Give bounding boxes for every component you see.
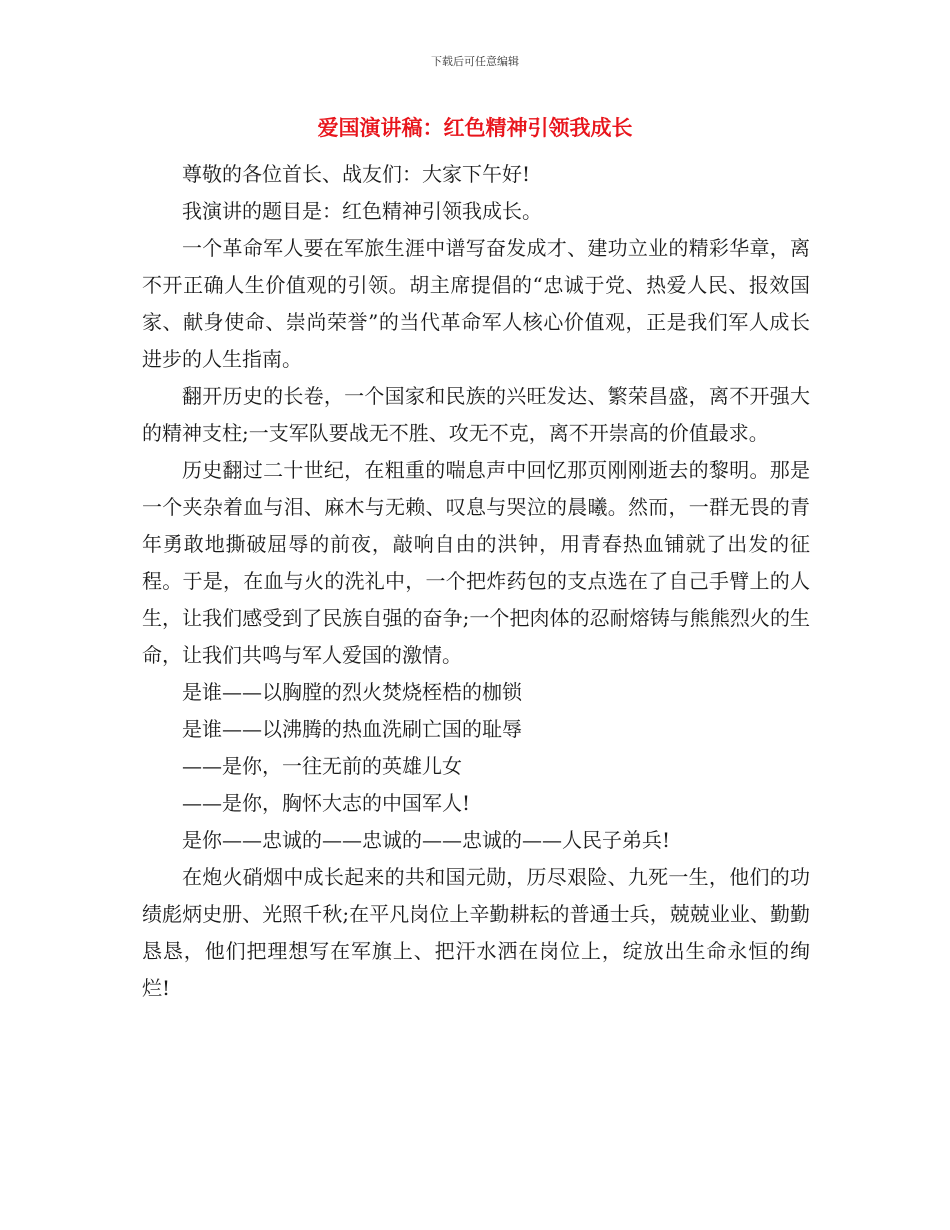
page-header-note: 下载后可任意编辑: [431, 55, 519, 68]
verse-line-2: 是谁——以沸腾的热血洗刷亡国的耻辱: [182, 717, 522, 741]
paragraph-heroes: 在炮火硝烟中成长起来的共和国元勋，历尽艰险、九死一生，他们的功绩彪炳史册、光照千秋;在平凡岗位上辛勤耕耘的普通士兵，兢兢业业、勤勤恳恳，他们把理想写在军旗上、把汗水洒在岗位上，绽放出生命永恒的绚烂!: [142, 865, 810, 1000]
verse-line-5: 是你——忠诚的——忠诚的——忠诚的——人民子弟兵!: [182, 828, 671, 852]
verse-line-1: 是谁——以胸膛的烈火焚烧桎梏的枷锁: [182, 680, 522, 704]
paragraph-values: 一个革命军人要在军旅生涯中谱写奋发成才、建功立业的精彩华章，离不开正确人生价值观的引领。胡主席提倡的“忠诚于党、热爱人民、报效国家、献身使命、崇尚荣誉”的当代革命军人核心价值观，正是我们军人成长进步的人生指南。: [142, 236, 810, 371]
paragraph-twentieth-century: 历史翻过二十世纪，在粗重的喘息声中回忆那页刚刚逝去的黎明。那是一个夹杂着血与泪、麻木与无赖、叹息与哭泣的晨曦。然而，一群无畏的青年勇敢地撕破屈辱的前夜，敲响自由的洪钟，用青春热血铺就了出发的征程。于是，在血与火的洗礼中，一个把炸药包的支点选在了自己手臂上的人生，让我们感受到了民族自强的奋争;一个把肉体的忍耐熔铸与熊熊烈火的生命，让我们共鸣与军人爱国的激情。: [142, 458, 810, 667]
paragraph-greeting: 尊敬的各位首长、战友们：大家下午好!: [182, 162, 531, 186]
document-title: 爱国演讲稿：红色精神引领我成长: [317, 116, 633, 140]
document-body: [142, 156, 810, 1007]
verse-line-3: ——是你，一往无前的英雄儿女: [182, 754, 462, 778]
verse-line-4: ——是你，胸怀大志的中国军人!: [182, 791, 471, 815]
paragraph-topic: 我演讲的题目是：红色精神引领我成长。: [182, 199, 542, 223]
paragraph-history: 翻开历史的长卷，一个国家和民族的兴旺发达、繁荣昌盛，离不开强大的精神支柱;一支军队要战无不胜、攻无不克，离不开崇高的价值最求。: [142, 384, 810, 445]
